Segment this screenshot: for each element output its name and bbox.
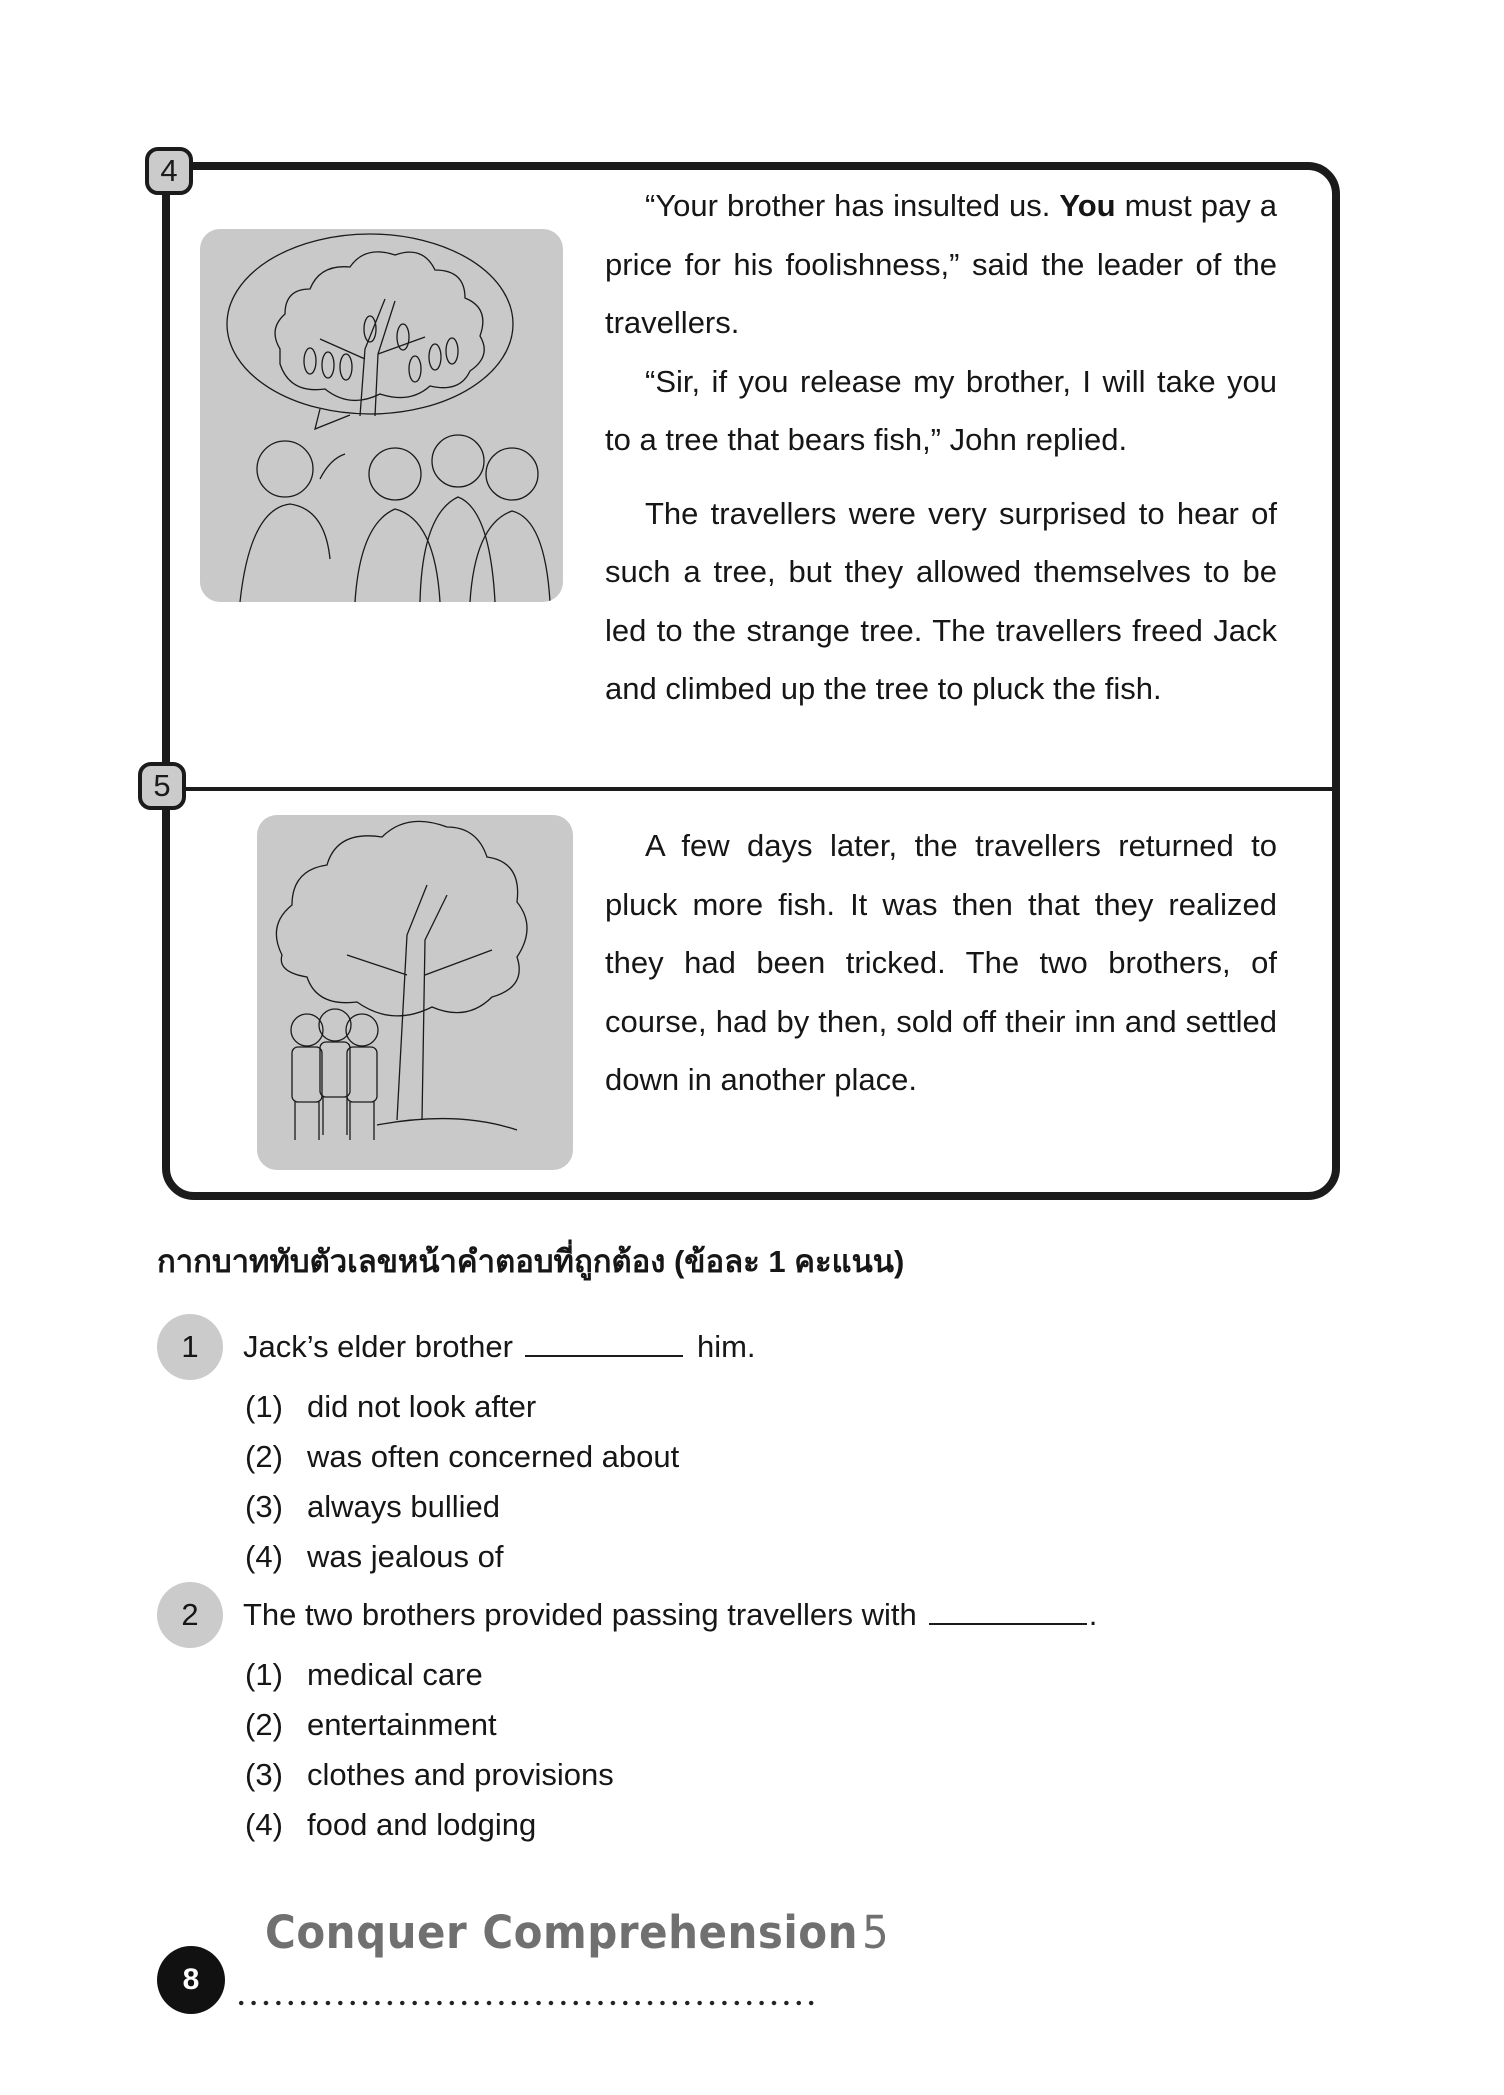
question-number-badge: 2: [157, 1582, 223, 1648]
book-title: Conquer Comprehension5: [265, 1906, 890, 1959]
passage-paragraph: “Your brother has insulted us. You must pay a price for his foolishness,” said the leader of the travellers.: [605, 188, 1277, 340]
volume-number: 5: [862, 1906, 890, 1959]
option-4[interactable]: (4) was jealous of: [245, 1539, 504, 1574]
question-stem: Jack’s elder brother him.: [243, 1329, 756, 1364]
passage-paragraph: “Sir, if you release my brother, I will take you to a tree that bears fish,” John replied.: [605, 363, 1277, 457]
option-1[interactable]: (1) did not look after: [245, 1389, 537, 1424]
answer-blank: [929, 1595, 1087, 1625]
page-number: 8: [157, 1946, 225, 2014]
section-badge-5: 5: [138, 762, 186, 810]
section-divider: [170, 787, 1334, 791]
question-stem: The two brothers provided passing travellers with .: [243, 1597, 1098, 1632]
option-1[interactable]: (1) medical care: [245, 1657, 483, 1692]
fish-group: [304, 316, 458, 382]
fish-tree-drawing: [200, 229, 563, 602]
illustration-travellers-under-tree: [257, 815, 573, 1170]
passage-paragraph: The travellers were very surprised to hear of such a tree, but they allowed themselves to be led to the strange tree. The travellers freed Jack and climbed up the tree to pluck the fish.: [605, 495, 1277, 706]
tree-canopy: [276, 821, 527, 1016]
option-2[interactable]: (2) entertainment: [245, 1707, 497, 1742]
passage-section-4: [605, 177, 1277, 719]
option-3[interactable]: (3) always bullied: [245, 1489, 500, 1524]
option-4[interactable]: (4) food and lodging: [245, 1807, 537, 1842]
travellers-group: [291, 1009, 378, 1140]
tree-travellers-drawing: [257, 815, 573, 1170]
options-list: [245, 1650, 614, 1850]
tree-trunk: [347, 885, 492, 1120]
people-group: [240, 435, 550, 602]
question-number-badge: 1: [157, 1314, 223, 1380]
tree-canopy: [275, 252, 484, 401]
illustration-fish-tree-speech: [200, 229, 563, 602]
speech-bubble: [227, 234, 513, 414]
emphasis-you: You: [1059, 188, 1116, 223]
dotted-rule: [235, 2000, 817, 2006]
passage-section-5: [605, 817, 1277, 1110]
option-3[interactable]: (3) clothes and provisions: [245, 1757, 614, 1792]
section-badge-4: 4: [145, 147, 193, 195]
passage-paragraph: A few days later, the travellers returned to pluck more fish. It was then that they realized they had been tricked. The two brothers, of course, had by then, sold off their inn and settled down in another place.: [605, 828, 1277, 1097]
answer-blank: [525, 1327, 683, 1357]
instruction-heading: กากบาททับตัวเลขหน้าคำตอบที่ถูกต้อง (ข้อละ 1 คะแนน): [157, 1244, 905, 1279]
option-2[interactable]: (2) was often concerned about: [245, 1439, 680, 1474]
options-list: [245, 1382, 679, 1582]
ground: [377, 1119, 517, 1130]
